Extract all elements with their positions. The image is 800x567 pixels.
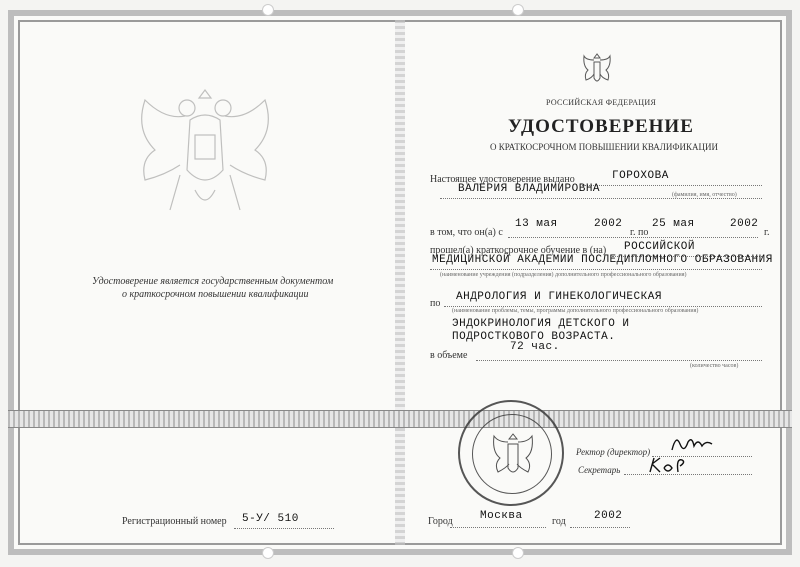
volume-label: в объеме <box>430 350 468 361</box>
given-names-value: ВАЛЕРИЯ ВЛАДИМИРОВНА <box>458 183 601 195</box>
stamp-eagle-icon <box>460 402 566 508</box>
city-label: Город <box>428 516 453 527</box>
name-caption: (фамилия, имя, отчество) <box>672 192 737 198</box>
institution-value-1: РОССИЙСКОЙ <box>624 241 696 253</box>
federation-label: РОССИЙСКАЯ ФЕДЕРАЦИЯ <box>546 98 657 107</box>
date-from: 13 мая <box>515 218 558 230</box>
rector-label: Ректор (директор) <box>576 447 651 457</box>
city-value: Москва <box>480 510 523 522</box>
year-from: 2002 <box>594 218 623 230</box>
reg-number-label: Регистрационный номер <box>122 516 227 527</box>
institution-caption: (наименование учреждения (подразделения) дополнительного профессионального образования) <box>440 272 687 278</box>
surname-value: ГОРОХОВА <box>612 170 669 182</box>
study-label: прошел(а) краткосрочное обучение в (на) <box>430 245 607 256</box>
center-fold <box>395 20 405 545</box>
punch-hole <box>512 547 524 559</box>
volume-line <box>476 360 762 361</box>
program-line-1 <box>444 306 762 307</box>
institution-value-2: МЕДИЦИНСКОЙ АКАДЕМИИ ПОСЛЕДИПЛОМНОГО ОБРАЗОВАНИЯ <box>432 254 773 266</box>
period-g: г. <box>764 227 770 238</box>
program-label: по <box>430 298 441 309</box>
year-line <box>570 527 630 528</box>
program-value-2: ЭНДОКРИНОЛОГИЯ ДЕТСКОГО И <box>452 318 630 330</box>
volume-caption: (количество часов) <box>690 363 739 369</box>
year-label: год <box>552 516 566 527</box>
year-value: 2002 <box>594 510 623 522</box>
date-to: 25 мая <box>652 218 695 230</box>
program-caption: (наименование проблемы, темы, программы дополнительного профессионального образования) <box>452 308 699 314</box>
volume-value: 72 час. <box>510 341 560 353</box>
secretary-label: Секретарь <box>578 465 621 475</box>
secretary-signature <box>646 452 690 476</box>
notice-line-2: о краткосрочном повышении квалификации <box>122 289 309 300</box>
notice-line-1: Удостоверение является государственным документом <box>92 276 334 287</box>
certificate-subtitle: О КРАТКОСРОЧНОМ ПОВЫШЕНИИ КВАЛИФИКАЦИИ <box>490 142 719 152</box>
reg-number-line <box>234 528 334 529</box>
official-stamp <box>458 400 564 506</box>
period-g-po: г. по <box>630 227 649 238</box>
issued-label: Настоящее удостоверение выдано <box>430 174 575 185</box>
period-label: в том, что он(а) с <box>430 227 503 238</box>
institution-line-2 <box>430 269 762 270</box>
reg-number-value: 5-У/ 510 <box>242 513 299 525</box>
coat-of-arms-icon <box>582 52 612 88</box>
punch-hole <box>262 547 274 559</box>
program-value-3: ПОДРОСТКОВОГО ВОЗРАСТА. <box>452 331 616 343</box>
city-line <box>450 527 546 528</box>
year-to: 2002 <box>730 218 759 230</box>
coat-of-arms-watermark <box>125 80 285 230</box>
ornamental-band <box>8 410 792 428</box>
rector-signature <box>670 432 714 454</box>
program-value-1: АНДРОЛОГИЯ И ГИНЕКОЛОГИЧЕСКАЯ <box>456 291 662 303</box>
punch-hole <box>512 4 524 16</box>
surname-line <box>582 185 762 186</box>
name-line <box>440 198 762 199</box>
punch-hole <box>262 4 274 16</box>
certificate-title: УДОСТОВЕРЕНИЕ <box>508 116 694 137</box>
